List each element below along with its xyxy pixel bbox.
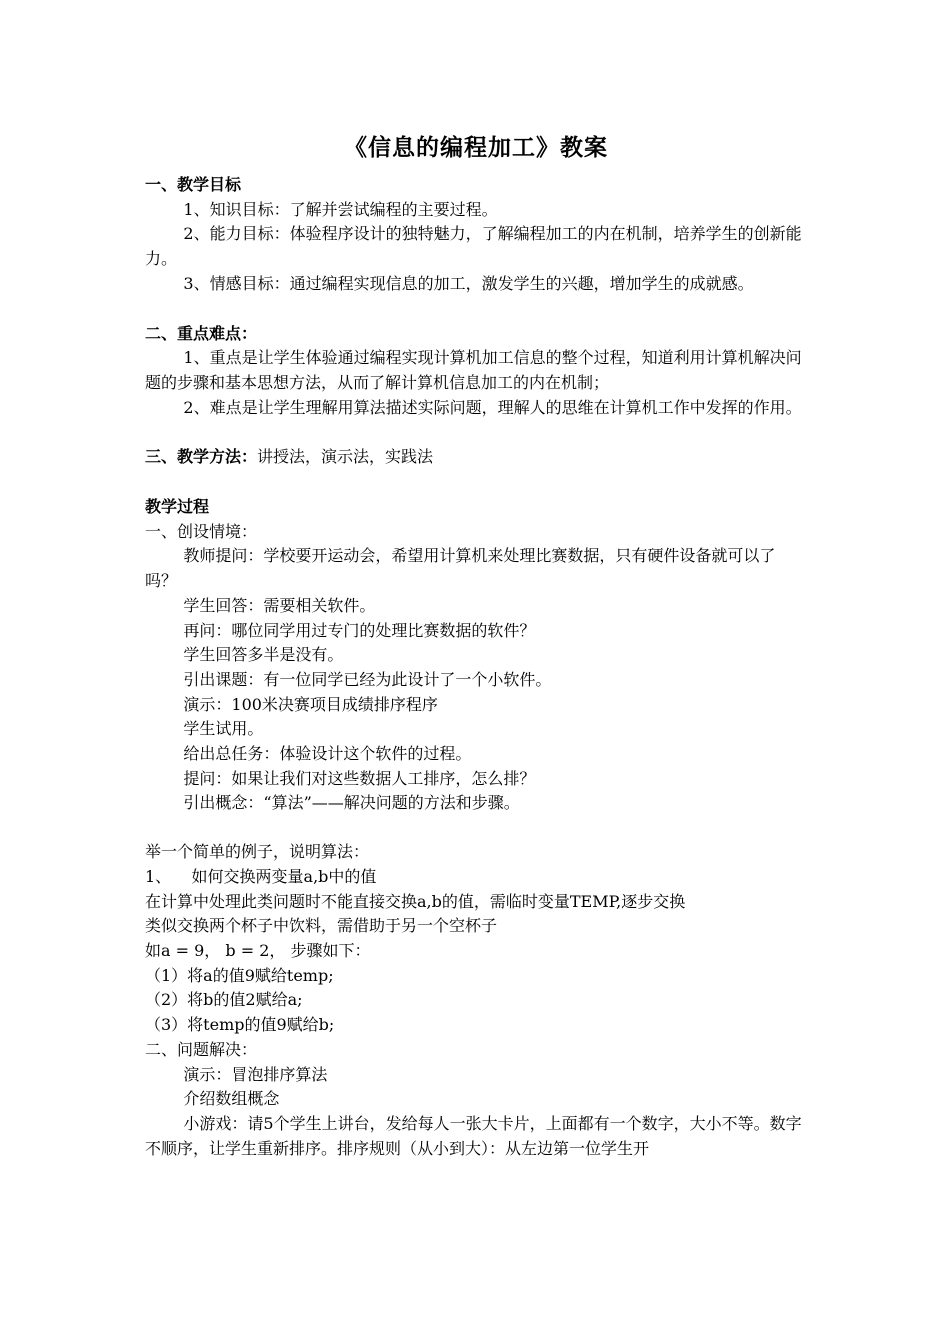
line: 1、 如何交换两变量a,b中的值: [145, 866, 377, 886]
line: 如a = 9， b = 2， 步骤如下：: [145, 940, 371, 960]
step-line: （1）将a的值9赋给temp;: [145, 965, 334, 985]
section-heading-process: 教学过程: [145, 497, 210, 517]
line: 学生回答：需要相关软件。: [183, 595, 376, 615]
paragraph: 2、难点是让学生理解用算法描述实际问题，理解人的思维在计算机工作中发挥的作用。: [183, 397, 802, 417]
section-heading-objectives: 一、教学目标: [145, 175, 242, 194]
document-title: 《信息的编程加工》教案: [344, 134, 608, 161]
section-heading-key-points: 二、重点难点：: [145, 323, 258, 343]
paragraph: 2、能力目标：体验程序设计的独特魅力，了解编程加工的内在机制，培养学生的创新能力。: [145, 224, 802, 269]
line: 类似交换两个杯子中饮料，需借助于另一个空杯子: [145, 916, 498, 936]
spacer: [145, 470, 807, 495]
line: 学生试用。: [183, 719, 264, 739]
paragraph: 教师提问：学校要开运动会，希望用计算机来处理比赛数据，只有硬件设备就可以了吗？: [145, 546, 776, 591]
line: 学生回答多半是没有。: [183, 645, 344, 665]
line: 在计算中处理此类问题时不能直接交换a,b的值，需临时变量TEMP,逐步交换: [145, 891, 686, 911]
line: 引出概念：“算法”——解决问题的方法和步骤。: [183, 793, 520, 813]
paragraph: 1、重点是让学生体验通过编程实现计算机加工信息的整个过程，知道利用计算机解决问题的步骤和基本思想方法，从而了解计算机信息加工的内在机制；: [145, 348, 802, 392]
subheading: 二、问题解决：: [145, 1039, 258, 1059]
line: 引出课题：有一位同学已经为此设计了一个小软件。: [183, 669, 552, 689]
section-methods: [145, 445, 807, 470]
paragraph: 3、情感目标：通过编程实现信息的加工，激发学生的兴趣，增加学生的成就感。: [183, 273, 754, 293]
subheading: 一、创设情境：: [145, 521, 258, 541]
section-heading-methods: 三、教学方法：: [145, 447, 258, 467]
step-line: （2）将b的值2赋给a;: [145, 990, 303, 1010]
step-line: （3）将temp的值9赋给b;: [145, 1015, 335, 1035]
methods-text: 讲授法，演示法，实践法: [257, 447, 434, 467]
line: 演示：冒泡排序算法: [183, 1064, 328, 1084]
spacer: [145, 297, 807, 322]
line: 提问：如果让我们对这些数据人工排序，怎么排？: [183, 768, 536, 788]
paragraph: 小游戏：请5个学生上讲台，发给每人一张大卡片，上面都有一个数字，大小不等。数字不顺序，让学生重新排序。排序规则（从小到大）：从左边第一位学生开: [145, 1113, 802, 1158]
spacer: [145, 420, 807, 445]
spacer: [145, 816, 807, 840]
paragraph: 1、知识目标：了解并尝试编程的主要过程。: [183, 199, 498, 219]
line: 演示：100米决赛项目成绩排序程序: [183, 694, 438, 714]
line: 再问：哪位同学用过专门的处理比赛数据的软件？: [183, 620, 536, 640]
line: 举一个简单的例子，说明算法：: [145, 842, 370, 862]
line: 介绍数组概念: [183, 1089, 280, 1109]
line: 给出总任务：体验设计这个软件的过程。: [183, 744, 472, 764]
